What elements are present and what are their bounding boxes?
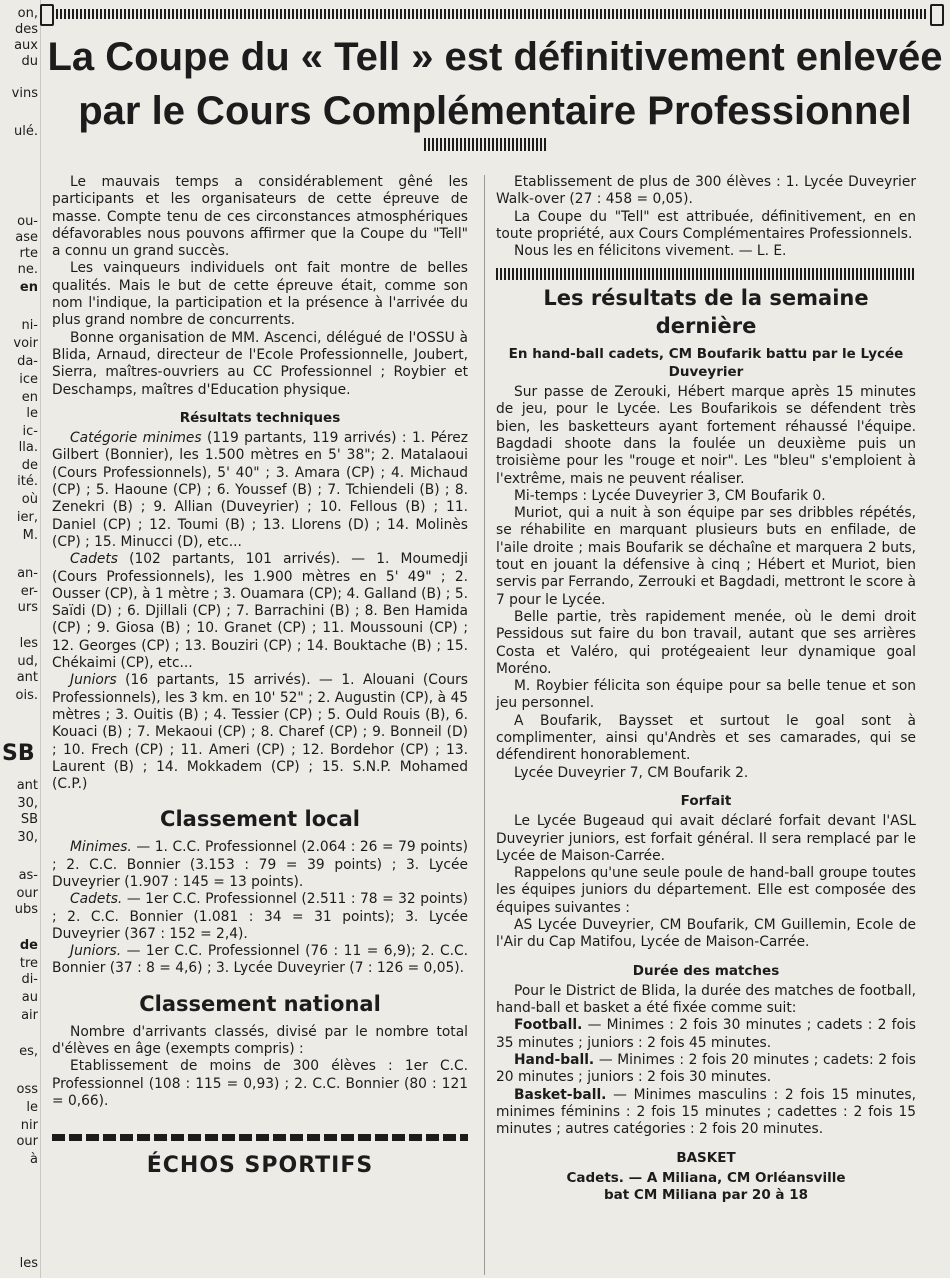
national-paragraph-2: Etablissement de moins de 300 élèves : 1er C.C. Professionnel (108 : 115 = 0,93) ; 2. C.C. Bonnier (80 : 121 = 0,66). bbox=[52, 1058, 468, 1109]
handball-paragraph-4: Belle partie, très rapidement menée, où le demi droit Pessidous sut faire du bon travail, autant que ses arrières Costa et Valéro, qui protégeaient leur dynamique goal Moréno. bbox=[496, 608, 916, 677]
local-juniors-label: Juniors. bbox=[70, 943, 122, 960]
margin-fragment: les bbox=[19, 636, 38, 651]
left-margin-fragments bbox=[0, 0, 41, 1278]
margin-fragment: nir bbox=[20, 1118, 38, 1133]
headline-line-1: La Coupe du « Tell » est définitivement enlevée bbox=[47, 35, 943, 79]
resultats-techniques-heading: Résultats techniques bbox=[179, 409, 341, 426]
margin-fragment: de bbox=[21, 458, 38, 473]
margin-fragment: ubs bbox=[14, 902, 38, 917]
intro-paragraph-1: Le mauvais temps a considérablement gêné les participants et les organisateurs de cette épreuve de masse. Compte tenu de ces circonstances atmosphériques défavorables nous pouvons affirmer que la Coupe du "Tell" a connu un grand succès. bbox=[52, 174, 468, 260]
margin-fragment: ne. bbox=[17, 262, 38, 277]
handball-paragraph-6: A Boufarik, Baysset et surtout le goal sont à complimenter, ainsi qu'Andrès et ses camarades, qui se défendirent honorablement. bbox=[496, 712, 916, 764]
margin-fragment: ic- bbox=[22, 424, 38, 439]
margin-fragment: ice bbox=[19, 372, 38, 387]
juniors-label: Juniors bbox=[70, 672, 117, 689]
margin-fragment: ulé. bbox=[14, 124, 38, 139]
minimes-results bbox=[52, 430, 468, 551]
margin-fragment: le bbox=[26, 1100, 38, 1115]
margin-fragment: 30, bbox=[17, 830, 38, 845]
margin-fragment: au bbox=[21, 990, 38, 1005]
margin-fragment: vins bbox=[11, 86, 38, 101]
margin-fragment: SB bbox=[20, 812, 38, 827]
juniors-results bbox=[52, 672, 468, 793]
margin-fragment: SB bbox=[2, 741, 35, 766]
football-text: — Minimes : 2 fois 30 minutes ; cadets : 2 fois 35 minutes ; juniors : 2 fois 45 minutes. bbox=[496, 1017, 916, 1051]
handball-label: Hand-ball. bbox=[514, 1052, 595, 1069]
echos-sportifs-heading: ÉCHOS SPORTIFS bbox=[146, 1153, 374, 1179]
margin-fragment: les bbox=[19, 1256, 38, 1271]
basketball-text: — Minimes masculins : 2 fois 15 minutes, minimes féminins : 2 fois 15 minutes ; cadettes : 2 fois 15 minutes ; autres catégories : 2 fois 20 minutes. bbox=[496, 1086, 916, 1138]
headline-ornament bbox=[424, 138, 548, 151]
margin-fragment: ant bbox=[16, 670, 38, 685]
margin-fragment: our bbox=[16, 886, 38, 901]
basket-subheading-1: Cadets. — A Miliana, CM Orléansville bbox=[566, 1169, 846, 1186]
classement-national-heading: Classement national bbox=[139, 991, 381, 1016]
headline-line-2: par le Cours Complémentaire Professionnel bbox=[78, 89, 912, 133]
margin-fragment: er- bbox=[20, 584, 38, 599]
column-divider bbox=[484, 175, 485, 1275]
basket-heading: BASKET bbox=[676, 1149, 736, 1166]
margin-fragment: de bbox=[19, 938, 38, 953]
local-minimes-label: Minimes. bbox=[70, 839, 132, 856]
handball-duration bbox=[496, 1052, 916, 1087]
local-minimes bbox=[52, 839, 468, 891]
forfait-heading: Forfait bbox=[680, 792, 732, 809]
margin-fragment: on, bbox=[17, 6, 38, 21]
margin-fragment: en bbox=[19, 280, 38, 295]
continuation-paragraph-3: Nous les en félicitons vivement. — L. E. bbox=[514, 243, 787, 260]
juniors-text: (16 partants, 15 arrivés). — 1. Alouani (Cours Professionnels), les 3 km. en 10' 52" ; 2. Augustin (CP), à 45 mètres ; 3. Ouitis (B) ; 4. Tessier (CP) ; 5. Ould Rouis (B), 6. Kouaci (B) ; 7. Mekaoui (CP) ; 8. Charef (CP) ; 9. Bonneil (D) ; 10. Frech (CP) ; 11. Ameri (CP) ; 12. Bordehor (CP) ; 13. Laurent (B) ; 14. Mokkadem (CP) ; 15. S.N.P. Mohamed (C.P.) bbox=[52, 672, 468, 793]
football-duration bbox=[496, 1017, 916, 1052]
margin-fragment: 30, bbox=[17, 796, 38, 811]
headline bbox=[40, 30, 950, 138]
local-cadets-label: Cadets. bbox=[70, 891, 123, 908]
handball-heading: En hand-ball cadets, CM Boufarik battu par le Lycée Duveyrier bbox=[508, 346, 904, 380]
margin-fragment: air bbox=[21, 1008, 38, 1023]
margin-fragment: aux bbox=[14, 38, 38, 53]
cadets-text: (102 partants, 101 arrivés). — 1. Moumedji (Cours Professionnels), les 1.900 mètres en 5' 49" ; 2. Ousser (CP), à 1 mètre ; 3. Ouamara (CP); 4. Galland (B) ; 5. Saïdi (D) ; 6. Djillali (CP) ; 7. Barrachini (B) ; 8. Ben Hamida (CP) ; 9. Giosa (B) ; 10. Granet (CP) ; 11. Moussouni (CP) ; 12. Georges (CP) ; 13. Bouziri (CP) ; 14. Bouktache (B) ; 15. Chékaimi (CP), etc... bbox=[52, 551, 468, 672]
classement-local-heading: Classement local bbox=[160, 807, 360, 832]
margin-fragment: M. bbox=[22, 528, 38, 543]
section-dashed-rule bbox=[52, 1134, 468, 1141]
right-column bbox=[496, 174, 916, 1204]
margin-fragment: voir bbox=[13, 336, 38, 351]
forfait-paragraph-1: Le Lycée Bugeaud qui avait déclaré forfait devant l'ASL Duveyrier juniors, est forfait général. Il sera remplacé par le Lycée de Maison-Carrée. bbox=[496, 813, 916, 864]
section-decorative-rule bbox=[496, 268, 916, 280]
margin-fragment: ier, bbox=[16, 510, 38, 525]
margin-fragment: as- bbox=[18, 868, 38, 883]
handball-paragraph-3: Muriot, qui a nuit à son équipe par ses dribbles répétés, se réhabilite en marquant plusieurs buts en enfilade, de l'aile droite ; mais Boufarik se déchaîne et marquera 2 buts, tout en jouant la défensive à cinq ; Hébert et Muriot, bien servis par Ferrando, Zerrouki et Bagdadi, mettront le score à 7 pour le Lycée. bbox=[496, 505, 916, 608]
rule-cap-right bbox=[930, 4, 944, 26]
margin-fragment: ni- bbox=[21, 318, 38, 333]
margin-fragment: des bbox=[14, 22, 38, 37]
margin-fragment: ud, bbox=[17, 654, 38, 669]
margin-fragment: urs bbox=[17, 600, 38, 615]
margin-fragment: le bbox=[26, 406, 38, 421]
handball-paragraph-1: Sur passe de Zerouki, Hébert marque après 15 minutes de jeu, pour le Lycée. Les Boufarikois se défendent très bien, les basketteurs ayant fortement réhaussé l'équipe. Bagdadi shoote dans la foulée un deuxième puis un troisième pour les "rouge et noir". Les "bleu" s'emploient à l'extrême, mais ne peuvent réaliser. bbox=[496, 384, 916, 487]
resultats-semaine-heading: Les résultats de la semaine dernière bbox=[543, 286, 869, 339]
margin-fragment: oss bbox=[16, 1082, 38, 1097]
duree-intro: Pour le District de Blida, la durée des matches de football, hand-ball et basket a été fixée comme suit: bbox=[496, 982, 916, 1017]
margin-fragment: en bbox=[21, 390, 38, 405]
continuation-paragraph-2: La Coupe du "Tell" est attribuée, définitivement, en en toute propriété, aux Cours Complémentaires Professionnels. bbox=[496, 208, 916, 242]
local-minimes-text: — 1. C.C. Professionnel (2.064 : 26 = 79 points) ; 2. C.C. Bonnier (3.153 : 79 = 39 points) ; 3. Lycée Duveyrier (1.907 : 145 = 13 points). bbox=[52, 839, 468, 890]
national-paragraph-1: Nombre d'arrivants classés, divisé par le nombre total d'élèves en âge (exempts compris) : bbox=[52, 1023, 468, 1058]
local-cadets-text: — 1er C.C. Professionnel (2.511 : 78 = 32 points) ; 2. C.C. Bonnier (1.081 : 34 = 31 points); 3. Lycée Duveyrier (367 : 152 = 2,4). bbox=[52, 891, 468, 942]
margin-fragment: ois. bbox=[15, 688, 38, 703]
forfait-paragraph-2: Rappelons qu'une seule poule de hand-ball groupe toutes les équipes juniors du département. Elle est composée des équipes suivantes : bbox=[496, 865, 916, 916]
local-juniors bbox=[52, 943, 468, 978]
margin-fragment: ant bbox=[16, 778, 38, 793]
minimes-text: (119 partants, 119 arrivés) : 1. Pérez Gilbert (Bonnier), les 1.500 mètres en 5' 38"; 2. Matalaoui (Cours Professionnels), 5' 40" ; 3. Amara (CP) ; 4. Michaud (CP) ; 5. Haoune (CP) ; 6. Youssef (B) ; 7. Tchiendeli (B) ; 8. Zenekri (B) ; 9. Allian (Duveyrier) ; 10. Fellous (B) ; 11. Daniel (CP) ; 12. Toumi (B) ; 13. Llorens (D) ; 14. Molinès (CP) ; 15. Minucci (D), etc... bbox=[52, 430, 468, 550]
margin-fragment: tre bbox=[19, 956, 38, 971]
handball-paragraph-7: Lycée Duveyrier 7, CM Boufarik 2. bbox=[514, 764, 749, 781]
intro-paragraph-3: Bonne organisation de MM. Ascenci, délégué de l'OSSU à Blida, Arnaud, directeur de l'Ecole Professionnelle, Joubert, Sierra, maîtres-ouvriers au CC Professionnel ; Roybier et Deschamps, maîtres d'Education physique. bbox=[52, 329, 468, 398]
rule-cap-left bbox=[40, 4, 54, 26]
continuation-paragraph-1: Etablissement de plus de 300 élèves : 1. Lycée Duveyrier Walk-over (27 : 458 = 0,05). bbox=[496, 174, 916, 208]
margin-fragment: rte bbox=[19, 246, 38, 261]
basketball-duration bbox=[496, 1087, 916, 1139]
margin-fragment: du bbox=[21, 54, 38, 69]
local-cadets bbox=[52, 891, 468, 943]
left-column bbox=[52, 174, 468, 1179]
handball-paragraph-5: M. Roybier félicita son équipe pour sa belle tenue et son jeu personnel. bbox=[496, 678, 916, 712]
local-juniors-text: — 1er C.C. Professionnel (76 : 11 = 6,9); 2. C.C. Bonnier (37 : 8 = 4,6) ; 3. Lycée Duveyrier (7 : 126 = 0,05). bbox=[52, 943, 468, 977]
margin-fragment: ité. bbox=[17, 474, 38, 489]
margin-fragment: ase bbox=[15, 230, 38, 245]
margin-fragment: ou- bbox=[17, 214, 38, 229]
forfait-paragraph-3: AS Lycée Duveyrier, CM Boufarik, CM Guillemin, Ecole de l'Air du Cap Matifou, Lycée de Maison-Carrée. bbox=[496, 916, 916, 951]
basket-subheading-2: bat CM Miliana par 20 à 18 bbox=[603, 1187, 809, 1204]
basketball-label: Basket-ball. bbox=[514, 1086, 607, 1103]
handball-paragraph-2: Mi-temps : Lycée Duveyrier 3, CM Boufarik 0. bbox=[514, 487, 826, 504]
top-decorative-rule bbox=[52, 9, 928, 19]
intro-paragraph-2: Les vainqueurs individuels ont fait montre de belles qualités. Mais le but de cette épreuve était, comme son nom l'indique, la participation et la présence à l'arrivée du plus grand nombre de concurrents. bbox=[52, 260, 468, 329]
handball-text: — Minimes : 2 fois 20 minutes ; cadets: 2 fois 20 minutes ; juniors : 2 fois 30 minutes. bbox=[496, 1052, 916, 1086]
margin-fragment: di- bbox=[21, 972, 38, 987]
duree-heading: Durée des matches bbox=[632, 962, 780, 979]
cadets-results bbox=[52, 551, 468, 672]
margin-fragment: où bbox=[21, 492, 38, 507]
margin-fragment: à bbox=[30, 1152, 38, 1167]
football-label: Football. bbox=[514, 1017, 583, 1034]
margin-fragment: lla. bbox=[18, 440, 38, 455]
minimes-label: Catégorie minimes bbox=[70, 430, 202, 447]
cadets-label: Cadets bbox=[70, 551, 118, 568]
margin-fragment: da- bbox=[17, 354, 38, 369]
margin-fragment: an- bbox=[17, 566, 38, 581]
margin-fragment: es, bbox=[19, 1044, 38, 1059]
margin-fragment: our bbox=[16, 1134, 38, 1149]
